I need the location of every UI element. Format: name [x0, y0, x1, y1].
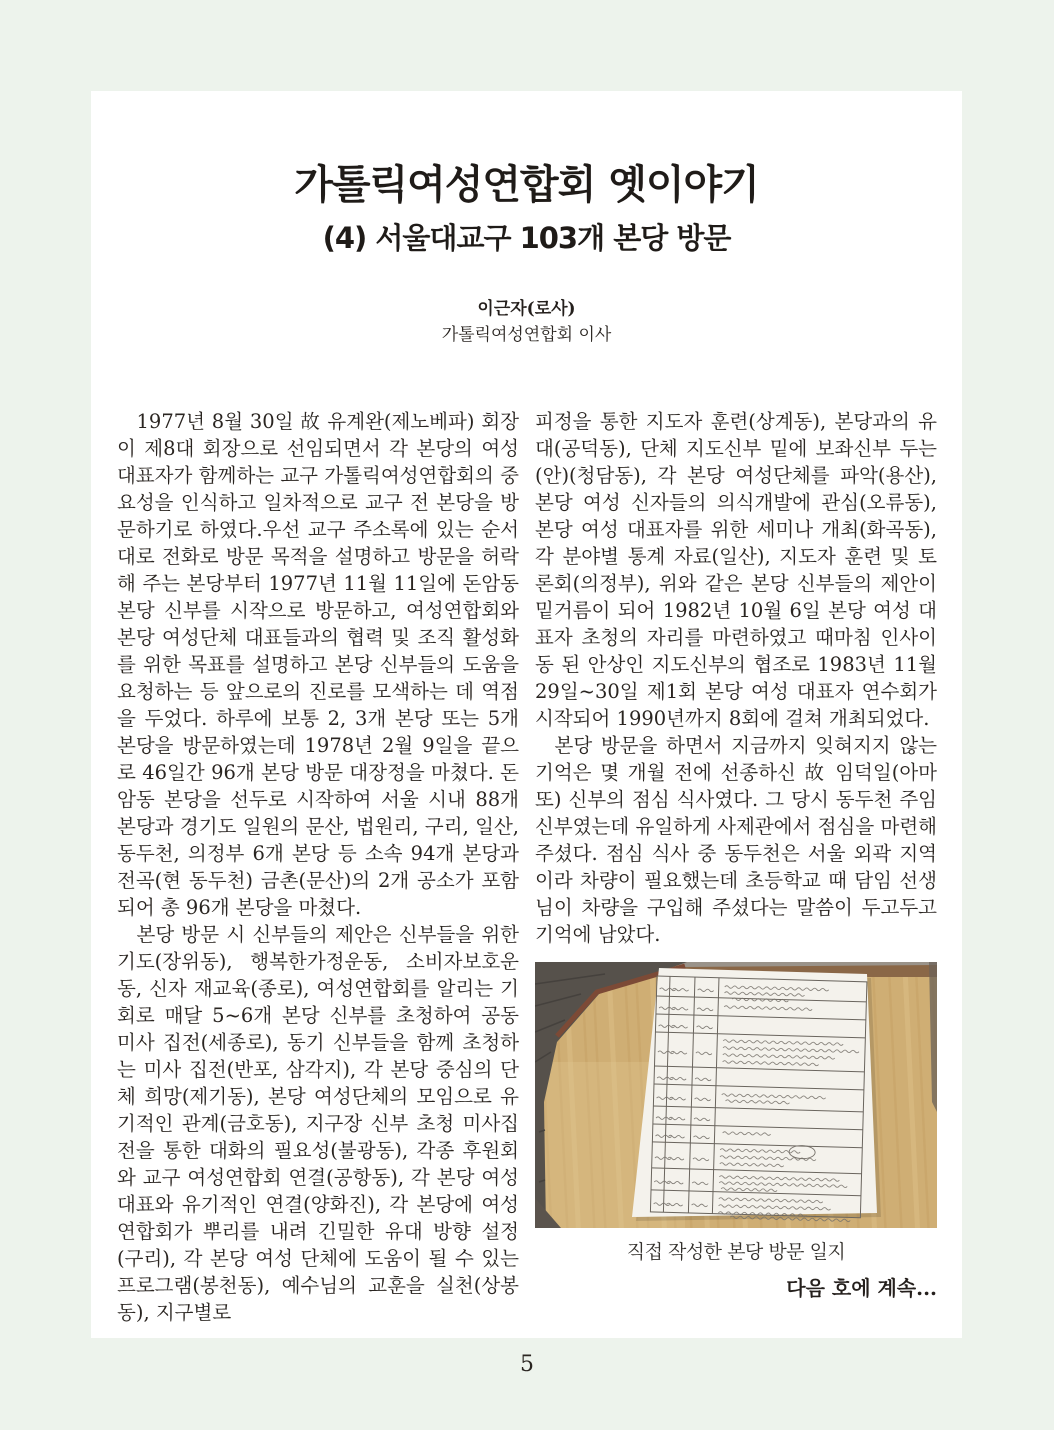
left-column — [117, 408, 519, 1326]
photo-of-visit-log — [535, 962, 937, 1228]
article-subtitle: (4) 서울대교구 103개 본당 방문 — [322, 221, 731, 255]
right-column — [535, 408, 937, 1326]
article-title: 가톨릭여성연합회 옛이야기 — [294, 162, 759, 208]
photo-figure — [535, 962, 937, 1264]
author-name: 이근자(로사) — [477, 299, 576, 319]
article-body — [117, 408, 937, 1326]
page-number: 5 — [520, 1352, 534, 1377]
paragraph-1: 1977년 8월 30일 故 유계완(제노베파) 회장이 제8대 회장으로 선임되면서 각 본당의 여성 대표자가 함께하는 교구 가톨릭여성연합회의 중요성을 인식하고 일차적으로 교구 전 본당을 방문하기로 하였다.우선 교구 주소록에 있는 순서대로 전화로 방문 목적을 설명하고 방문을 허락해 주는 본당부터 1977년 11월 11일에 돈암동 본당 신부를 시작으로 방문하고, 여성연합회와 본당 여성단체 대표들과의 협력 및 조직 활성화를 위한 목표를 설명하고 본당 신부들의 도움을 요청하는 등 앞으로의 진로를 모색하는 데 역점을 두었다. 하루에 보통 2, 3개 본당 또는 5개 본당을 방문하였는데 1978년 2월 9일을 끝으로 46일간 96개 본당 방문 대장정을 마쳤다. 돈암동 본당을 선두로 시작하여 서울 시내 88개 본당과 경기도 일원의 문산, 법원리, 구리, 일산, 동두천, 의정부 6개 본당 등 소속 94개 본당과 전곡(현 동두천) 금촌(문산)의 2개 공소가 포함되어 총 96개 본당을 마쳤다. — [117, 410, 519, 919]
continuation-note: 다음 호에 계속... — [786, 1276, 937, 1300]
author-role: 가톨릭여성연합회 이사 — [441, 325, 612, 345]
paragraph-3: 본당 방문을 하면서 지금까지 잊혀지지 않는 기억은 몇 개월 전에 선종하신 故 임덕일(아마또) 신부의 점심 식사였다. 그 당시 동두천 주임신부였는데 유일하게 사제관에서 점심을 마련해 주셨다. 점심 식사 중 동두천은 서울 외곽 지역이라 차량이 필요했는데 초등학교 때 담임 선생님이 차량을 구입해 주셨다는 말씀이 두고두고 기억에 남았다. — [535, 734, 937, 946]
paragraph-2: 본당 방문 시 신부들의 제안은 신부들을 위한 기도(장위동), 행복한가정운동, 소비자보호운동, 신자 재교육(종로), 여성연합회를 알리는 기회로 매달 5~6개 본당 신부를 초청하여 공동 미사 집전(세종로), 동기 신부들을 함께 초청하는 미사 집전(반포, 삼각지), 각 본당 중심의 단체 희망(제기동), 본당 여성단체의 모임으로 유기적인 관계(금호동), 지구장 신부 초청 미사집전을 통한 대화의 필요성(불광동), 각종 후원회와 교구 여성연합회 연결(공항동), 각 본당 여성 대표와 유기적인 연결(양화진), 각 본당에 여성연합회가 뿌리를 내려 긴밀한 유대 방향 설정(구리), 각 본당 여성 단체에 도움이 될 수 있는 프로그램(봉천동), 예수님의 교훈을 실천(상봉동), 지구별로 — [117, 923, 519, 1324]
photo-illustration — [535, 962, 937, 1228]
content-sheet — [91, 91, 962, 1338]
photo-caption: 직접 작성한 본당 방문 일지 — [626, 1241, 846, 1263]
paragraph-2-continued: 피정을 통한 지도자 훈련(상계동), 본당과의 유대(공덕동), 단체 지도신부 밑에 보좌신부 두는 (안)(청담동), 각 본당 여성단체를 파악(용산), 본당 여성 신자들의 의식개발에 관심(오류동), 본당 여성 대표자를 위한 세미나 개최(화곡동), 각 분야별 통계 자료(일산), 지도자 훈련 및 토론회(의정부), 위와 같은 본당 신부들의 제안이 밑거름이 되어 1982년 10월 6일 본당 여성 대표자 초청의 자리를 마련하였고 때마침 인사이동 된 안상인 지도신부의 협조로 1983년 11월 29일~30일 제1회 본당 여성 대표자 연수회가 시작되어 1990년까지 8회에 걸쳐 개최되었다. — [535, 410, 937, 730]
